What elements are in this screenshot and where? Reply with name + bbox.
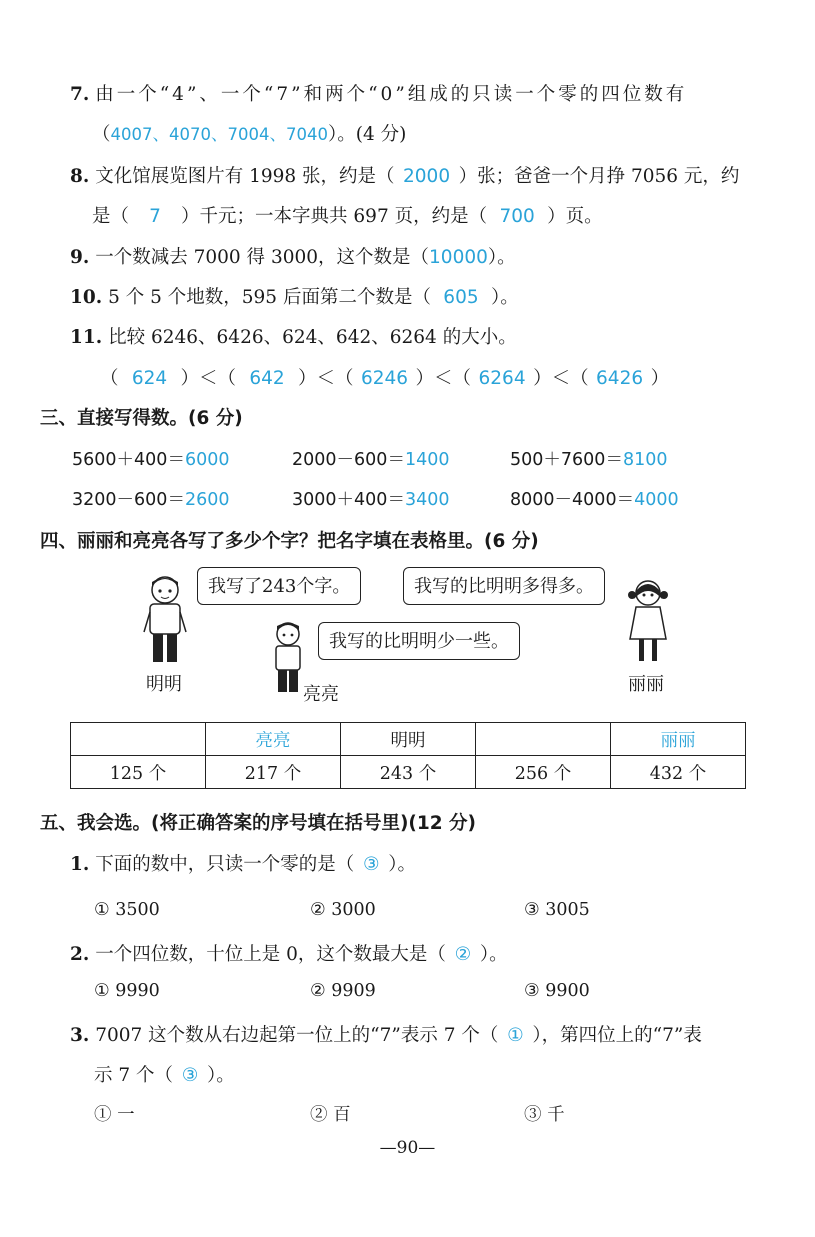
q9-text-a: 一个数减去 7000 得 3000，这个数是（ [95, 247, 430, 268]
speech-bubble-liangliang: 我写的比明明少一些。 [318, 622, 520, 660]
q11-line1 [70, 323, 517, 349]
mingming-illustration [140, 574, 190, 668]
q10-number: 10. [70, 287, 103, 308]
s5-q3-answer-1: ① [507, 1025, 524, 1046]
calc-answer: 3400 [404, 490, 450, 510]
q11-lt: ）＜（ [415, 368, 472, 389]
name-mingming: 明明 [146, 674, 182, 695]
table-cell-answer: 亮亮 [206, 723, 341, 756]
s5-q2-text-a: 一个四位数，十位上是 0，这个数最大是（ [95, 944, 446, 965]
name-liangliang: 亮亮 [303, 684, 339, 705]
q11-paren: ） [650, 368, 670, 389]
s5-q3-text-c: 示 7 个（ [94, 1065, 174, 1086]
calc-answer: 2600 [184, 490, 230, 510]
table-cell: 明明 [341, 723, 476, 756]
s5-q3-text-b: ），第四位上的“7”表 [532, 1025, 702, 1046]
q9-line [70, 243, 516, 269]
s5-q2-option: ③ 9900 [524, 981, 590, 1001]
s5-q1-line [70, 850, 416, 876]
table-cell: 125 个 [71, 756, 206, 789]
calc-item [292, 446, 450, 471]
s5-q1-text-a: 下面的数中，只读一个零的是（ [95, 854, 355, 875]
calc-answer: 4000 [634, 490, 679, 510]
q8-text-d: ）千元；一本字典共 697 页，约是（ [181, 206, 488, 227]
q11-answer-4: 6264 [478, 368, 526, 389]
s5-q2-line [70, 940, 508, 966]
section3-title: 三、直接写得数。(6 分) [40, 408, 243, 429]
section4-title: 四、丽丽和亮亮各写了多少个字？把名字填在表格里。(6 分) [40, 531, 539, 552]
q7-line2 [92, 120, 406, 146]
q8-number: 8. [70, 166, 90, 187]
q8-answer-2: 7 [149, 206, 161, 227]
calc-answer: 8100 [622, 450, 668, 470]
table-cell: 432 个 [611, 756, 746, 789]
q7-answer: 4007、4070、7004、7040 [110, 125, 328, 144]
q7-number: 7. [70, 84, 90, 105]
q11-answer-5: 6426 [596, 368, 644, 389]
calc-answer: 6000 [184, 450, 230, 470]
s5-q1-option: ② 3000 [310, 900, 376, 920]
q8-text-e: ）页。 [547, 206, 603, 227]
calc-item [510, 486, 679, 511]
q8-text-c: 是（ [92, 206, 130, 227]
section5-title: 五、我会选。(将正确答案的序号填在括号里)(12 分) [40, 813, 477, 834]
s5-q1-number: 1. [70, 854, 90, 875]
s5-q2-answer: ② [454, 944, 472, 965]
table-cell: 243 个 [341, 756, 476, 789]
q8-answer-1: 2000 [403, 166, 451, 187]
q11-number: 11. [70, 327, 103, 348]
s5-q3-option: ③ 千 [524, 1105, 565, 1125]
s5-q2-option: ① 9990 [94, 981, 160, 1001]
q11-answer-1: 624 [131, 368, 168, 389]
s5-q2-number: 2. [70, 944, 90, 965]
name-lili: 丽丽 [628, 674, 664, 695]
s5-q3-text-d: ）。 [207, 1065, 235, 1086]
q11-answer-3: 6246 [361, 368, 409, 389]
calc-item [72, 446, 230, 471]
table-cell: 217 个 [206, 756, 341, 789]
q11-line2 [100, 364, 669, 390]
s5-q3-option: ① 一 [94, 1105, 135, 1125]
q11-paren: （ [100, 368, 119, 389]
table-cell [71, 723, 206, 756]
q7-text: 由一个“4”、一个“7”和两个“0”组成的只读一个零的四位数有 [95, 84, 688, 105]
q11-lt: ）＜（ [298, 368, 354, 389]
s5-q1-option: ③ 3005 [524, 900, 590, 920]
s5-q3-answer-2: ③ [181, 1065, 199, 1086]
calc-expr: 3200－600＝ [72, 490, 185, 510]
speech-bubble-lili: 我写的比明明多得多。 [403, 567, 605, 605]
q9-text-b: ）。 [487, 247, 516, 268]
q7-open-paren: （ [92, 124, 111, 145]
s5-q3-option: ② 百 [310, 1105, 351, 1125]
q7-close: ）。(4 分) [327, 124, 407, 145]
s5-q1-answer: ③ [362, 854, 380, 875]
table-row [71, 723, 746, 756]
calc-expr: 3000＋400＝ [292, 490, 405, 510]
s5-q3-number: 3. [70, 1025, 90, 1046]
q9-number: 9. [70, 247, 90, 268]
q11-text: 比较 6246、6426、624、642、6264 的大小。 [108, 327, 517, 348]
s5-q3-line2 [94, 1061, 235, 1087]
q8-line1 [70, 162, 739, 188]
answer-table [70, 722, 746, 789]
q11-lt: ）＜（ [180, 368, 237, 389]
q8-text-a: 文化馆展览图片有 1998 张，约是（ [95, 166, 395, 187]
q10-text-a: 5 个 5 个地数，595 后面第二个数是（ [108, 287, 431, 308]
calc-expr: 500＋7600＝ [510, 450, 623, 470]
calc-expr: 8000－4000＝ [510, 490, 635, 510]
q10-answer: 605 [443, 287, 479, 308]
calc-item [510, 446, 668, 471]
q10-line [70, 283, 519, 309]
q8-answer-3: 700 [499, 206, 535, 227]
calc-expr: 2000－600＝ [292, 450, 405, 470]
page-number: —90— [379, 1138, 436, 1158]
table-cell [476, 723, 611, 756]
s5-q1-text-b: ）。 [388, 854, 416, 875]
lili-illustration [624, 577, 672, 669]
q8-line2 [92, 202, 603, 228]
speech-bubble-mingming: 我写了243个字。 [197, 567, 361, 605]
s5-q3-line1 [70, 1021, 702, 1047]
q11-answer-2: 642 [249, 368, 285, 389]
q8-text-b: ）张；爸爸一个月挣 7056 元，约 [458, 166, 740, 187]
q10-text-b: ）。 [490, 287, 519, 308]
table-cell-answer: 丽丽 [611, 723, 746, 756]
s5-q1-option: ① 3500 [94, 900, 160, 920]
table-cell: 256 个 [476, 756, 611, 789]
calc-item [72, 486, 230, 511]
q11-lt: ）＜（ [533, 368, 589, 389]
s5-q2-option: ② 9909 [310, 981, 376, 1001]
q7-line1 [70, 80, 687, 106]
s5-q3-text-a: 7007 这个数从右边起第一位上的“7”表示 7 个（ [95, 1025, 499, 1046]
table-row [71, 756, 746, 789]
calc-answer: 1400 [404, 450, 450, 470]
calc-expr: 5600＋400＝ [72, 450, 185, 470]
q9-answer: 10000 [429, 247, 488, 268]
liangliang-illustration [268, 620, 308, 700]
s5-q2-text-b: ）。 [479, 944, 508, 965]
calc-item [292, 486, 450, 511]
